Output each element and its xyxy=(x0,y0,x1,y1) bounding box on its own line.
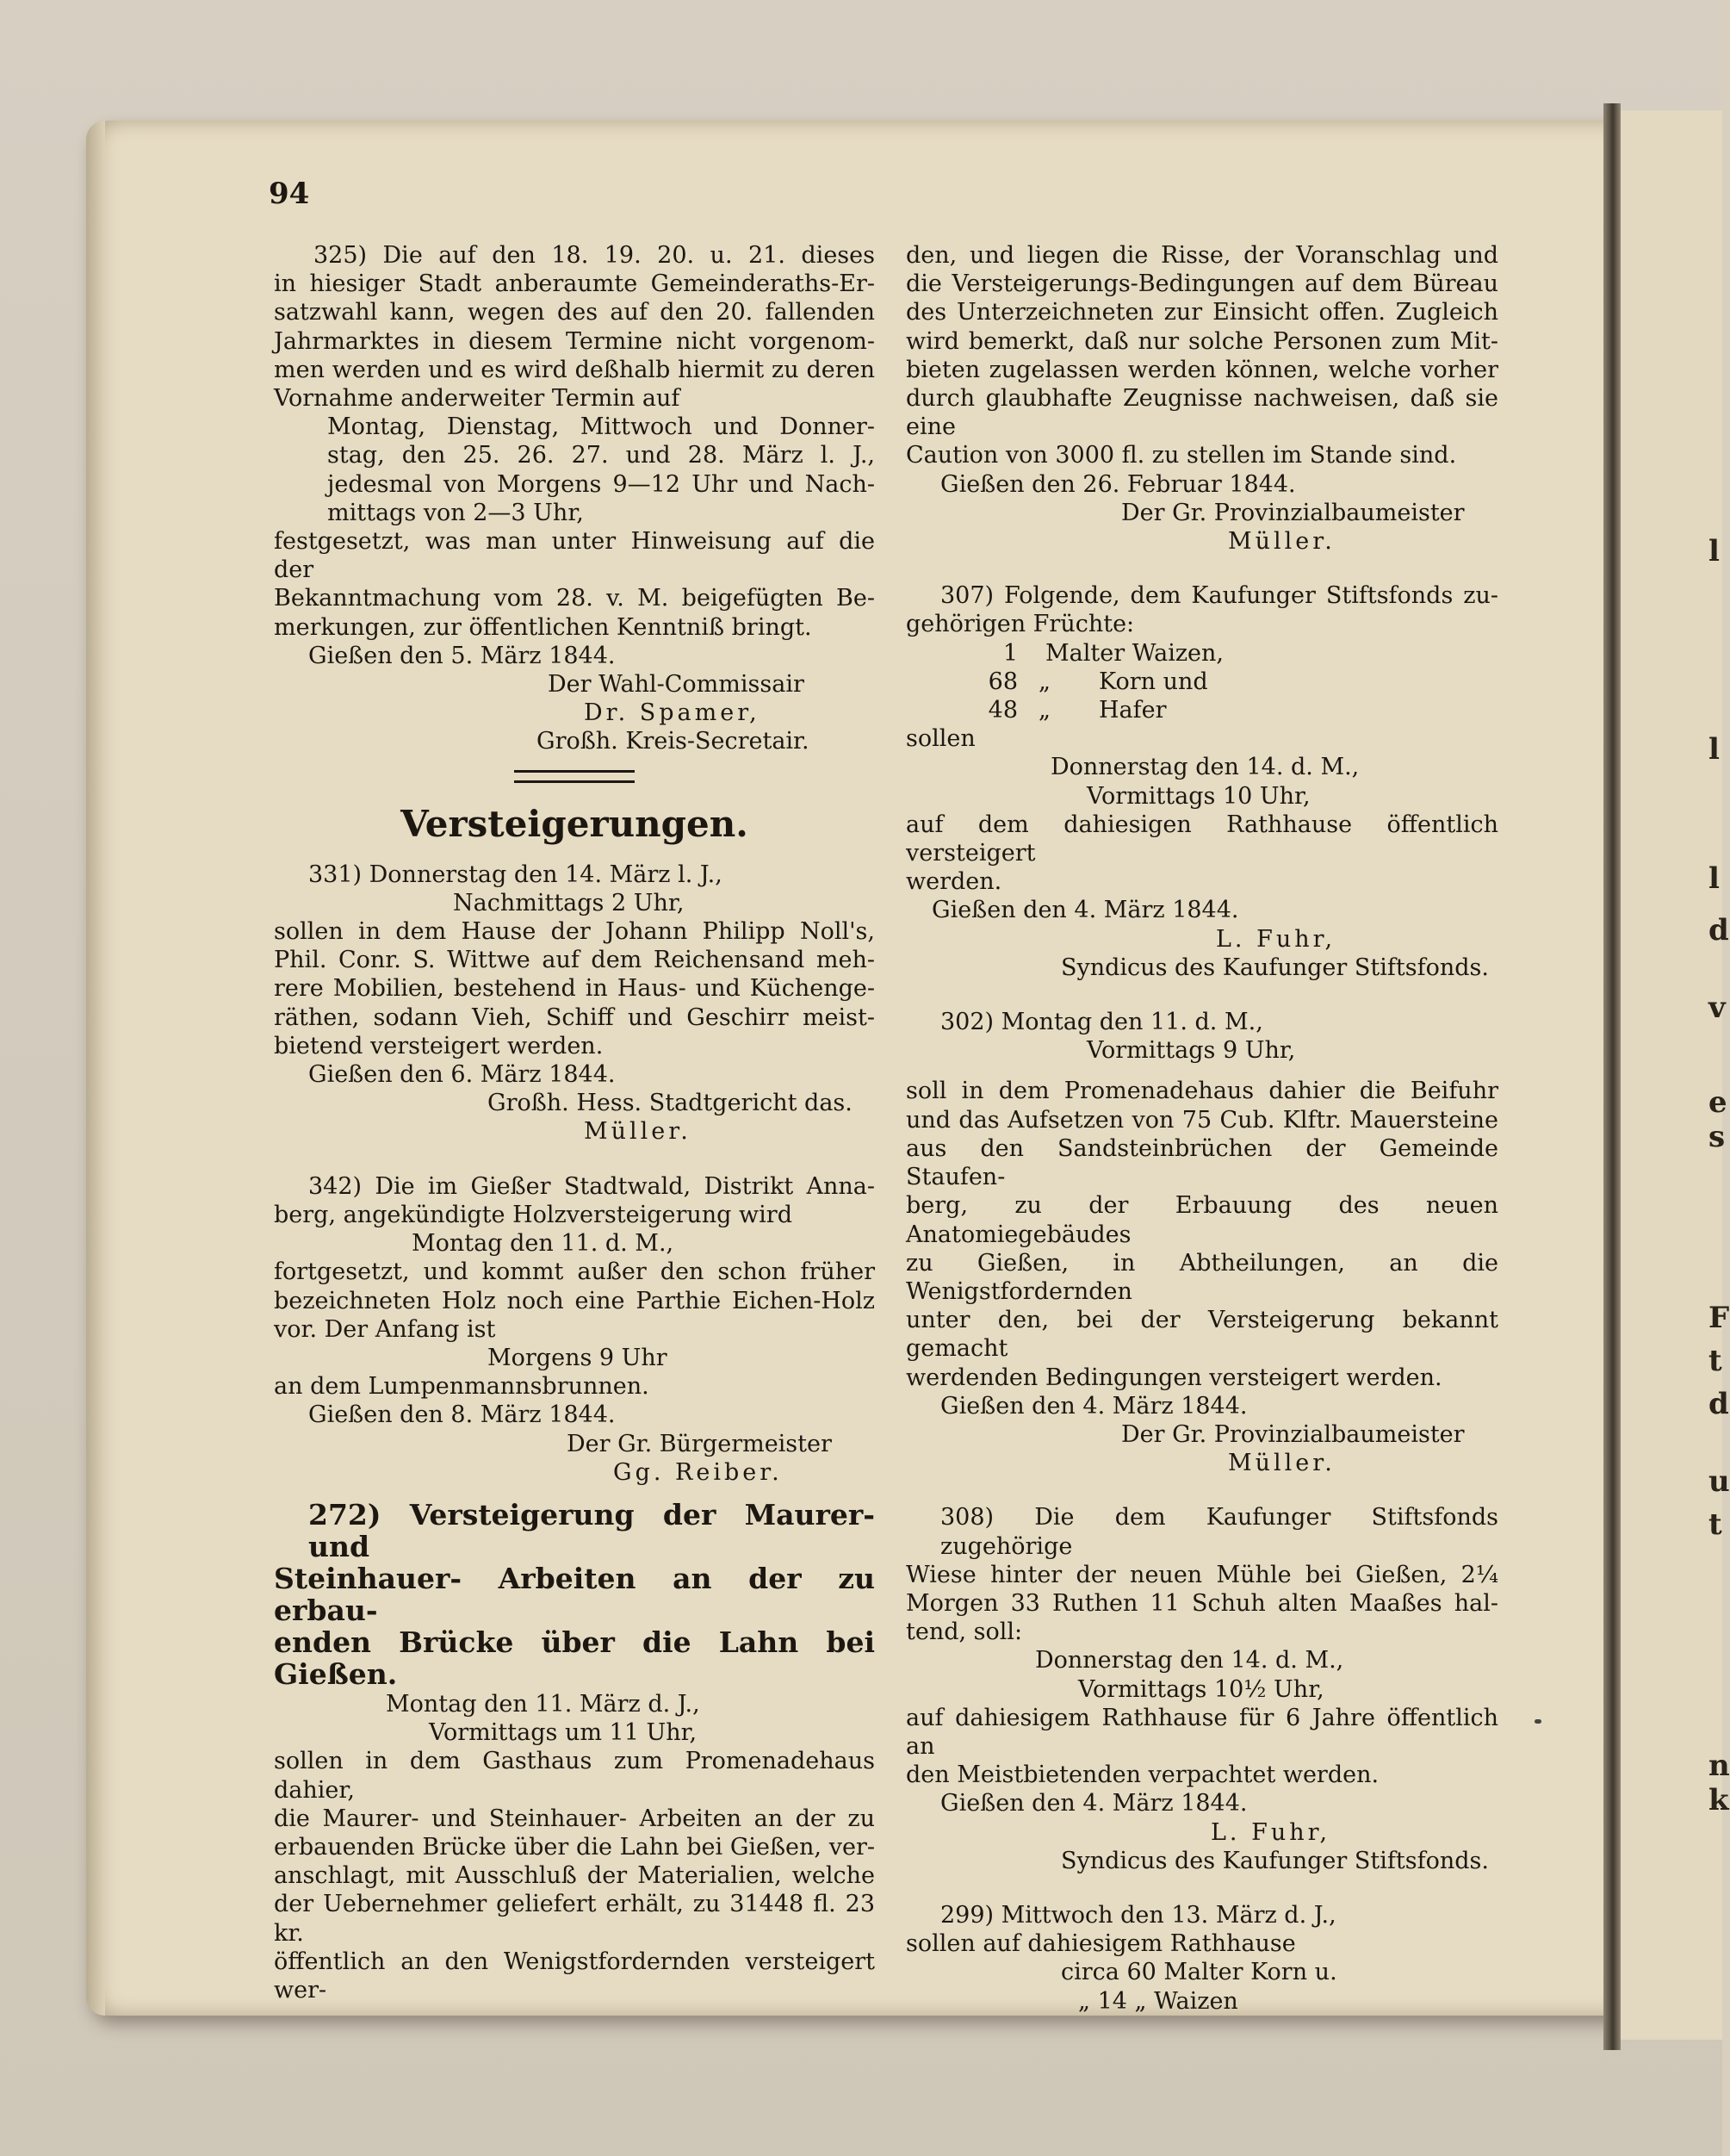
text-line: in hiesiger Stadt anberaumte Gemeinderaths-Er- xyxy=(274,270,875,298)
text-line: 299) Mittwoch den 13. März d. J., xyxy=(940,1901,1336,1929)
item-name: Hafer xyxy=(1099,697,1167,724)
facing-page-fragment: v xyxy=(1708,991,1726,1025)
text-line: berg, zu der Erbauung des neuen Anatomiegebäudes xyxy=(906,1192,1498,1248)
text-line: sollen auf dahiesigem Rathhause xyxy=(906,1930,1296,1958)
text-line: berg, angekündigte Holzversteigerung wird xyxy=(274,1201,792,1228)
list-item xyxy=(906,639,1498,668)
text-line: 302) Montag den 11. d. M., xyxy=(940,1009,1263,1036)
text-line: soll in dem Promenadehaus dahier die Beifuhr xyxy=(906,1078,1498,1105)
text-line: satzwahl kann, wegen des auf den 20. fallenden xyxy=(274,299,875,326)
text-line: mittags von 2—3 Uhr, xyxy=(327,499,584,526)
facing-page-fragment: F xyxy=(1708,1301,1730,1335)
signature: Großh. Kreis-Secretair. xyxy=(536,728,809,755)
signature: Gg. Reiber. xyxy=(613,1458,783,1486)
text-line: der Uebernehmer geliefert erhält, zu 31448 fl. 23 kr. xyxy=(274,1891,875,1947)
facing-page-fragment: d xyxy=(1708,1387,1729,1421)
text-line: festgesetzt, was man unter Hinweisung auf die der xyxy=(274,528,875,584)
facing-page-fragment: l xyxy=(1708,732,1720,767)
facing-page-fragment: t xyxy=(1708,1344,1722,1378)
notice-heading: 272) Versteigerung der Maurer- und xyxy=(308,1497,875,1563)
text-line: Montag, Dienstag, Mittwoch und Donner- xyxy=(327,413,875,441)
facing-page-fragment: d xyxy=(1708,913,1729,948)
text-line: durch glaubhafte Zeugnisse nachweisen, daß sie eine xyxy=(906,385,1498,441)
notice-272-continued xyxy=(906,241,1498,556)
text-line: wird bemerkt, daß nur solche Personen zum Mit- xyxy=(906,327,1498,355)
notice-heading: enden Brücke über die Lahn bei Gießen. xyxy=(274,1625,875,1691)
facing-page-fragment: n xyxy=(1708,1749,1730,1783)
signature: Müller. xyxy=(584,1118,691,1146)
facing-page-fragment: t xyxy=(1708,1507,1722,1542)
text-line: Donnerstag den 14. d. M., xyxy=(1051,754,1360,781)
signature: Der Gr. Provinzialbaumeister xyxy=(1121,499,1465,526)
text-line: den Meistbietenden verpachtet werden. xyxy=(906,1761,1380,1789)
text-line: Vormittags 9 Uhr, xyxy=(1087,1037,1296,1065)
text-line: Vormittags 10 Uhr, xyxy=(1087,782,1311,810)
text-line: vor. Der Anfang ist xyxy=(274,1315,496,1343)
text-line: „ 14 „ Waizen xyxy=(1078,1987,1238,2015)
text-line: bieten zugelassen werden können, welche vorher xyxy=(906,356,1498,383)
facing-page-fragment: k xyxy=(1708,1783,1729,1817)
notice-302 xyxy=(906,1008,1498,1477)
text-line: bezeichneten Holz noch eine Parthie Eichen-Holz xyxy=(274,1287,875,1314)
text-line: jedesmal von Morgens 9—12 Uhr und Nach- xyxy=(327,470,875,498)
page-number: 94 xyxy=(269,177,310,211)
text-line: sollen xyxy=(906,725,976,753)
facing-page-fragment: l xyxy=(1708,534,1720,569)
notice-308 xyxy=(906,1503,1498,1875)
ditto-mark: „ xyxy=(1039,697,1051,724)
text-line: fortgesetzt, und kommt außer den schon früher xyxy=(274,1258,875,1286)
item-name: Malter Waizen, xyxy=(1045,639,1225,667)
text-line: werdenden Bedingungen versteigert werden. xyxy=(906,1364,1442,1391)
text-line: sollen in dem Hause der Johann Philipp Noll's, xyxy=(274,918,875,946)
signature: Der Gr. Bürgermeister xyxy=(567,1430,832,1457)
text-line: 308) Die dem Kaufunger Stiftsfonds zugehörige xyxy=(940,1504,1498,1560)
text-line: die Maurer- und Steinhauer- Arbeiten an der zu xyxy=(274,1805,875,1832)
text-line: Morgens 9 Uhr xyxy=(487,1344,667,1371)
list-item xyxy=(906,696,1498,724)
text-line: rere Mobilien, bestehend in Haus- und Küchenge- xyxy=(274,975,875,1003)
text-line: tend, soll: xyxy=(906,1619,1023,1646)
text-line: stag, den 25. 26. 27. und 28. März l. J., xyxy=(327,442,875,469)
notice-307 xyxy=(906,581,1498,982)
ditto-mark: „ xyxy=(1039,668,1051,695)
text-line: die Versteigerungs-Bedingungen auf dem Büreau xyxy=(906,270,1498,298)
text-line: unter den, bei der Versteigerung bekannt gemacht xyxy=(906,1307,1498,1363)
text-line: des Unterzeichneten zur Einsicht offen. Zugleich xyxy=(906,299,1498,326)
signature: Großh. Hess. Stadtgericht das. xyxy=(487,1090,853,1117)
dateline: Gießen den 5. März 1844. xyxy=(308,642,616,669)
text-line: Vormittags um 11 Uhr, xyxy=(429,1719,698,1747)
book-gutter xyxy=(1603,103,1621,2050)
notice-heading: Steinhauer- Arbeiten an der zu erbau- xyxy=(274,1561,875,1627)
text-line: auf dem dahiesigen Rathhause öffentlich versteigert xyxy=(906,811,1498,867)
text-line: 307) Folgende, dem Kaufunger Stiftsfonds zu- xyxy=(940,582,1498,610)
notice-342 xyxy=(274,1172,875,1487)
text-line: zu Gießen, in Abtheilungen, an die Wenigstfordernden xyxy=(906,1249,1498,1305)
facing-page-fragment: u xyxy=(1708,1464,1730,1499)
text-line: öffentlich an den Wenigstfordernden versteigert wer- xyxy=(274,1948,875,2004)
text-line: Vornahme anderweiter Termin auf xyxy=(274,385,680,413)
text-line: men werden und es wird deßhalb hiermit zu deren xyxy=(274,356,875,383)
signature: Syndicus des Kaufunger Stiftsfonds. xyxy=(1061,1847,1489,1874)
text-line: und das Aufsetzen von 75 Cub. Klftr. Mauersteine xyxy=(906,1106,1498,1134)
notice-331 xyxy=(274,861,875,1146)
text-line: Wiese hinter der neuen Mühle bei Gießen, 2¼ xyxy=(906,1561,1498,1588)
right-column xyxy=(906,241,1498,2016)
dateline: Gießen den 4. März 1844. xyxy=(940,1392,1248,1420)
item-name: Korn und xyxy=(1099,668,1208,695)
text-line: an dem Lumpenmannsbrunnen. xyxy=(274,1373,649,1401)
text-line: 342) Die im Gießer Stadtwald, Distrikt Anna- xyxy=(308,1172,875,1200)
quantity: 68 xyxy=(988,668,1018,695)
left-column xyxy=(274,241,875,2004)
text-line: circa 60 Malter Korn u. xyxy=(1061,1959,1337,1986)
signature: Der Wahl-Commissair xyxy=(548,671,804,699)
notice-299 xyxy=(906,1901,1498,2016)
text-line: Nachmittags 2 Uhr, xyxy=(453,889,685,916)
notice-272 xyxy=(274,1499,875,2004)
dateline: Gießen den 4. März 1844. xyxy=(940,1790,1248,1817)
facing-page-fragment: s xyxy=(1708,1120,1726,1154)
text-line: werden. xyxy=(906,868,1002,896)
text-line: aus den Sandsteinbrüchen der Gemeinde Staufen- xyxy=(906,1134,1498,1191)
text-line: Morgen 33 Ruthen 11 Schuh alten Maaßes hal- xyxy=(906,1589,1498,1617)
text-line: anschlagt, mit Ausschluß der Materialien, welche xyxy=(274,1862,875,1890)
text-line: den, und liegen die Risse, der Voranschlag und xyxy=(906,242,1498,269)
text-line: 331) Donnerstag den 14. März l. J., xyxy=(308,861,722,888)
section-title: Versteigerungen. xyxy=(400,802,748,845)
dateline: Gießen den 4. März 1844. xyxy=(932,897,1239,924)
signature: Syndicus des Kaufunger Stiftsfonds. xyxy=(1061,954,1489,981)
text-line: Caution von 3000 fl. zu stellen im Stande sind. xyxy=(906,442,1457,469)
signature: L. Fuhr, xyxy=(1216,925,1336,953)
dateline: Gießen den 8. März 1844. xyxy=(308,1401,616,1429)
notice-325 xyxy=(274,241,875,756)
facing-page-edge xyxy=(1621,110,1722,2040)
text-line: Phil. Conr. S. Wittwe auf dem Reichensand meh- xyxy=(274,947,875,974)
text-line: auf dahiesigem Rathhause für 6 Jahre öffentlich an xyxy=(906,1704,1498,1760)
quantity: 48 xyxy=(988,697,1018,724)
section-divider xyxy=(514,770,635,783)
page-edge-shadow xyxy=(86,121,105,2016)
signature: Müller. xyxy=(1228,528,1336,556)
text-line: Vormittags 10½ Uhr, xyxy=(1078,1675,1324,1703)
signature: L. Fuhr, xyxy=(1211,1818,1331,1846)
signature: Der Gr. Provinzialbaumeister xyxy=(1121,1420,1465,1448)
signature: Dr. Spamer, xyxy=(584,699,760,727)
text-line: gehörigen Früchte: xyxy=(906,611,1135,638)
text-line: bietend versteigert werden. xyxy=(274,1032,604,1059)
text-line: Montag den 11. März d. J., xyxy=(386,1690,700,1718)
dateline: Gießen den 26. Februar 1844. xyxy=(940,470,1296,498)
text-line: erbauenden Brücke über die Lahn bei Gießen, ver- xyxy=(274,1833,875,1861)
facing-page-fragment: l xyxy=(1708,861,1720,896)
text-line: Bekanntmachung vom 28. v. M. beigefügten Be- xyxy=(274,585,875,612)
text-line: 325) Die auf den 18. 19. 20. u. 21. dieses xyxy=(313,242,875,269)
quantity: 1 xyxy=(1002,639,1018,667)
text-line: Montag den 11. d. M., xyxy=(412,1230,674,1258)
text-line: sollen in dem Gasthaus zum Promenadehaus dahier, xyxy=(274,1748,875,1804)
list-item xyxy=(906,668,1498,696)
text-line: merkungen, zur öffentlichen Kenntniß bringt. xyxy=(274,613,812,641)
facing-page-fragment: e xyxy=(1708,1085,1727,1120)
dateline: Gießen den 6. März 1844. xyxy=(308,1061,616,1089)
text-line: Jahrmarktes in diesem Termine nicht vorgenom- xyxy=(274,327,875,355)
signature: Müller. xyxy=(1228,1450,1336,1477)
ink-mark xyxy=(1535,1719,1541,1724)
text-line: räthen, sodann Vieh, Schiff und Geschirr meist- xyxy=(274,1003,875,1031)
text-line: Donnerstag den 14. d. M., xyxy=(1035,1647,1344,1674)
